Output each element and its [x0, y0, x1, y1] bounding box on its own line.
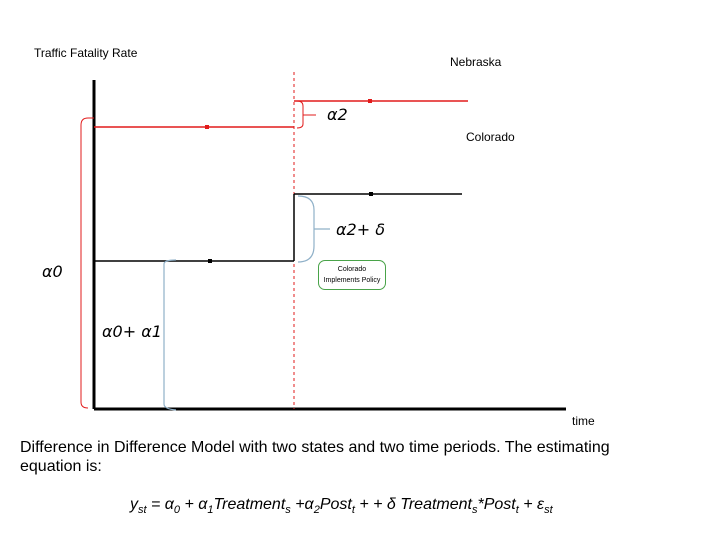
eq-part-8: + ε	[518, 496, 545, 513]
nebraska-series	[94, 99, 468, 129]
caption-text: Difference in Difference Model with two states and two time periods. The estimating equation is:	[20, 439, 610, 475]
eq-part-3-sub: s	[285, 504, 291, 517]
eq-part-4-sub: 2	[313, 504, 320, 517]
eq-y-sub: st	[138, 504, 147, 517]
eq-part-5-sub: t	[351, 504, 355, 517]
eq-part-6-sub: s	[471, 504, 478, 517]
eq-y: y	[130, 496, 138, 513]
eq-part-7: *Post	[477, 496, 516, 513]
alpha2-brace	[297, 101, 316, 128]
eq-part-4: +α	[290, 496, 314, 513]
nebraska-label: Nebraska	[450, 55, 502, 69]
alpha0-brace-top	[81, 118, 94, 125]
alpha2-label: α2	[327, 105, 348, 124]
eq-part-6: + + δ Treatment	[354, 496, 472, 513]
y-axis-label: Traffic Fatality Rate	[34, 46, 138, 60]
estimating-equation	[130, 496, 553, 516]
eq-part-1-sub: 0	[173, 504, 181, 517]
eq-part-7-sub: t	[515, 504, 519, 517]
callout-line-2: Implements Policy	[323, 277, 381, 284]
colorado-pre-point	[208, 259, 212, 263]
nebraska-pre-point	[205, 125, 209, 129]
callout-line-1: Colorado	[337, 266, 367, 273]
eq-part-1: = α	[146, 496, 174, 513]
colorado-series	[94, 192, 462, 263]
colorado-post-point	[369, 192, 373, 196]
alpha0-alpha1-brace	[164, 264, 176, 410]
x-axis-label: time	[572, 414, 595, 428]
alpha0-brace	[81, 125, 88, 408]
alpha2-plus-delta-label: α2+ δ	[336, 220, 386, 239]
alpha2-delta-brace	[298, 196, 330, 262]
eq-part-5: Post	[319, 496, 352, 513]
nebraska-post-point	[368, 99, 372, 103]
policy-callout	[318, 260, 386, 290]
eq-part-2: + α	[180, 496, 208, 513]
eq-part-3: Treatment	[213, 496, 286, 513]
eq-part-2-sub: 1	[207, 504, 214, 517]
alpha0-label: α0	[42, 262, 63, 281]
alpha0-plus-alpha1-label: α0+ α1	[102, 322, 162, 341]
eq-part-8-sub: st	[544, 504, 553, 517]
colorado-label: Colorado	[466, 130, 515, 144]
